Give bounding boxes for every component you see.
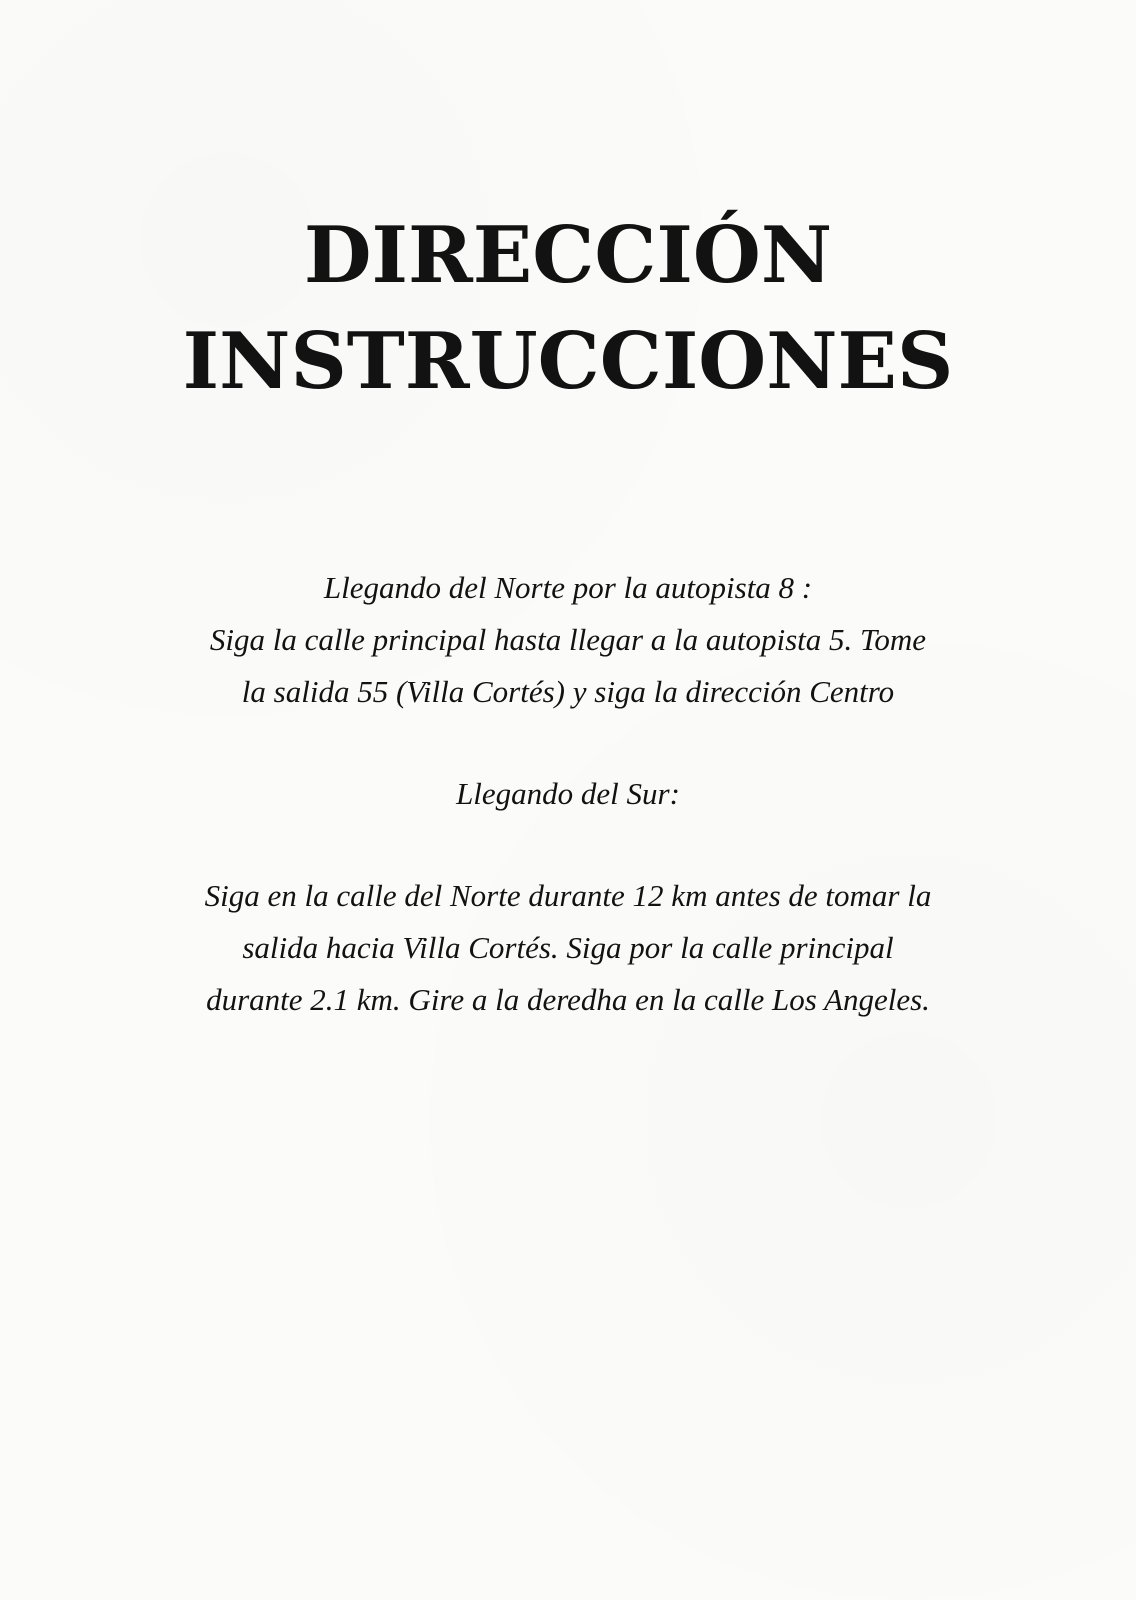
south-directions [0, 870, 1136, 1026]
south-heading: Llegando del Sur: [456, 776, 680, 811]
page-title [0, 203, 1136, 415]
south-line-1: Siga en la calle del Norte durante 12 km antes de tomar la [204, 878, 932, 913]
north-line-1: Llegando del Norte por la autopista 8 : [323, 570, 813, 605]
south-line-3: durante 2.1 km. Gire a la deredha en la calle Los Angeles. [206, 982, 930, 1017]
south-line-2: salida hacia Villa Cortés. Siga por la calle principal [242, 930, 894, 965]
title-line-1: DIRECCIÓN [303, 210, 833, 301]
north-line-3: la salida 55 (Villa Cortés) y siga la dirección Centro [241, 674, 895, 709]
north-directions [0, 562, 1136, 718]
south-heading-block [0, 768, 1136, 820]
title-line-2: INSTRUCCIONES [182, 316, 954, 407]
north-line-2: Siga la calle principal hasta llegar a la autopista 5. Tome [209, 622, 927, 657]
